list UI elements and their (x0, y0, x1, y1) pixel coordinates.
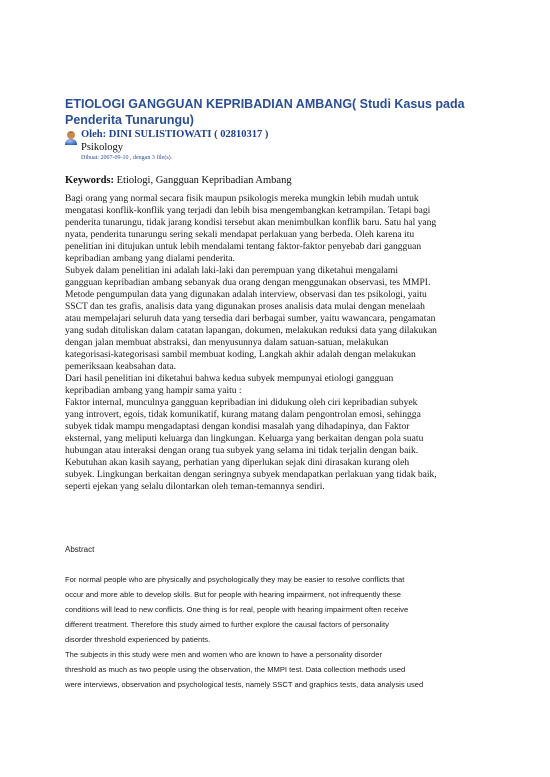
body-line: penelitian ini ditujukan untuk lebih mendalami tentang faktor-faktor penyebab dari gangguan (65, 241, 422, 252)
abstract-text (65, 572, 495, 692)
body-line: Subyek dalam penelitian ini adalah laki-laki dan perempuan yang diketahui mengalami (65, 265, 398, 276)
abstract-line: occur and more able to develop skills. But for people with hearing impairment, not infrequently these (65, 590, 401, 599)
abstract-line: conditions will lead to new conflicts. One thing is for real, people with hearing impairment often receive (65, 605, 409, 614)
abstract-line: The subjects in this study were men and women who are known to have a personality disorder (65, 650, 382, 659)
body-line: Faktor internal, munculnya gangguan kepribadian ini didukung oleh ciri kepribadian subyek (65, 397, 418, 408)
author-line: Oleh: DINI SULISTIOWATI ( 02810317 ) (81, 129, 269, 140)
keywords-value: Etiologi, Gangguan Kepribadian Ambang (114, 175, 292, 186)
abstract-line: For normal people who are physically and psychologically they may be easier to resolve conflicts that (65, 575, 405, 584)
body-line: mengatasi konflik-konflik yang terjadi dan lebih bisa mengembangkan ketrampilan. Tetapi bagi (65, 205, 431, 216)
body-line: subyek. Lingkungan berkaitan dengan seringnya subyek mendapatkan perlakuan yang tidak baik, (65, 469, 437, 480)
body-line: dengan jalan membuat abstraksi, dan menyusunnya dalam satuan-satuan, melakukan (65, 337, 389, 348)
body-line: SSCT dan tes grafis, analisis data yang digunakan proses analisis data mulai dengan menelaah (65, 301, 425, 312)
abstract-line: different treatment. Therefore this study aimed to further explore the causal factors of personality (65, 620, 389, 629)
person-avatar-icon (64, 130, 78, 145)
body-line: hubungan atau interaksi dengan orang tua subyek yang selama ini tidak terjalin dengan baik. (65, 445, 419, 456)
created-info: Dibuat: 2007-09-10 , dengan 3 file(s). (81, 155, 173, 161)
body-line: kepribadian ambang yang hampir sama yaitu : (65, 385, 242, 396)
body-line: Kebutuhan akan kasih sayang, perhatian yang diperlukan sejak dini dirasakan kurang oleh (65, 457, 410, 468)
body-line: Metode pengumpulan data yang digunakan adalah interview, observasi dan tes psikologi, yaitu (65, 289, 427, 300)
keywords-line (65, 175, 292, 186)
body-line: pemeriksaan keabsahan data. (65, 361, 177, 372)
body-line: Dari hasil penelitian ini diketahui bahwa kedua subyek mempunyai etiologi gangguan (65, 373, 394, 384)
body-line: yang introvert, egois, tidak komunikatif, kurang matang dalam pengontrolan emosi, sehingga (65, 409, 421, 420)
abstract-line: threshold as much as two people using the observation, the MMPI test. Data collection methods used (65, 665, 406, 674)
body-line: subyek tidak mampu mengadaptasi dengan kondisi masalah yang dihadapinya, dan Faktor (65, 421, 410, 432)
abstract-line: disorder threshold experienced by patients. (65, 635, 211, 644)
body-line: kepribadian ambang yang dialami penderita. (65, 253, 235, 264)
body-text (65, 193, 493, 493)
body-line: eksternal, yang meliputi keluarga dan lingkungan. Keluarga yang berkaitan dengan pola suatu (65, 433, 424, 444)
body-line: atau mempelajari seluruh data yang tersedia dari berbagai sumber, yaitu wawancara, pengamatan (65, 313, 436, 324)
body-line: Bagi orang yang normal secara fisik maupun psikologis mereka mungkin lebih mudah untuk (65, 193, 419, 204)
body-line: kategorisasi-kategorisasi sambil membuat koding, Langkah akhir adalah dengan melakukan (65, 349, 416, 360)
abstract-heading: Abstract (65, 545, 95, 554)
body-line: penderita tunarungu, tidak jarang kondisi tersebut akan menimbulkan konflik baru. Satu hal yang (65, 217, 437, 228)
body-line: nyata, penderita tunarungu sering sekali mendapat perlakuan yang berbeda. Oleh karena itu (65, 229, 415, 240)
category-label: Psikology (81, 142, 124, 153)
body-line: yang sudah dituliskan dalam catatan lapangan, dokumen, melakukan reduksi data yang dilakukan (65, 325, 437, 336)
abstract-line: were interviews, observation and psychological tests, namely SSCT and graphics tests, data analysis used (65, 680, 424, 689)
keywords-label: Keywords: (65, 175, 114, 186)
body-line: gangguan kepribadian ambang sebanyak dua orang dengan menggunakan observasi, tes MMPI. (65, 277, 431, 288)
body-line: seperti ejekan yang selalu dilontarkan oleh teman-temannya sendiri. (65, 481, 325, 492)
article-title: ETIOLOGI GANGGUAN KEPRIBADIAN AMBANG( Studi Kasus pada Penderita Tunarungu) (65, 97, 465, 127)
